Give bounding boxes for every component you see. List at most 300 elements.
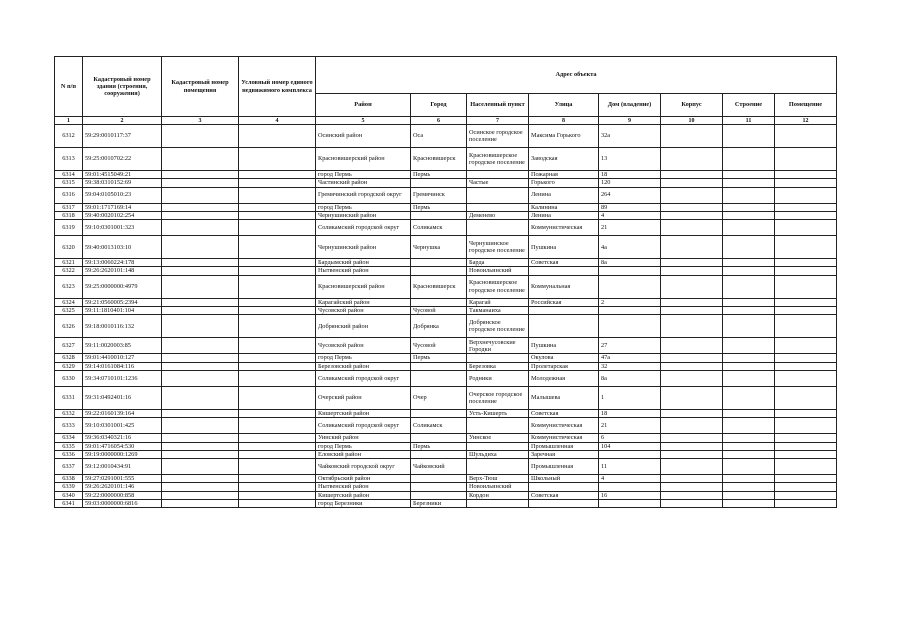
cell-cadastral-room [162,220,239,236]
cell-building [723,483,775,491]
cell-cadastral-room [162,386,239,409]
cell-conditional-number [239,434,316,442]
cell-house: 120 [599,179,661,187]
cell-cadastral-number: 59:04:0105010:23 [83,187,162,203]
cell-conditional-number [239,125,316,148]
cell-cadastral-number: 59:40:0020102:254 [83,211,162,219]
cell-settlement: Кордон [467,491,529,499]
cell-conditional-number [239,307,316,315]
cell-korpus [661,386,723,409]
cell-conditional-number [239,500,316,508]
cell-street: Советская [529,259,599,267]
cell-region: Соликамский городской округ [316,418,411,434]
cell-cadastral-room [162,434,239,442]
table-row [55,267,837,275]
table-row [55,483,837,491]
cell-region: Добрянский район [316,315,411,338]
cell-city [411,434,467,442]
cell-cadastral-room [162,491,239,499]
cell-building [723,307,775,315]
cell-cadastral-room [162,450,239,458]
cell-conditional-number [239,267,316,275]
cell-room [775,491,837,499]
cell-row-number: 6316 [55,187,83,203]
cell-row-number: 6330 [55,370,83,386]
cell-cadastral-room [162,483,239,491]
cell-cadastral-room [162,203,239,211]
cell-region: Красновишерский район [316,148,411,171]
cell-building [723,418,775,434]
cell-city: Гремячинск [411,187,467,203]
cell-region: город Пермь [316,203,411,211]
cell-room [775,203,837,211]
cell-cadastral-number: 59:10:0301001:323 [83,220,162,236]
cell-settlement: Очерское городское поселение [467,386,529,409]
cell-conditional-number [239,275,316,298]
cell-city: Красновишерск [411,148,467,171]
cell-korpus [661,298,723,306]
cell-city [411,491,467,499]
header-region: Район [316,94,411,117]
cell-region: Березовский район [316,362,411,370]
cell-cadastral-number: 59:34:0710101:1236 [83,370,162,386]
cell-row-number: 6317 [55,203,83,211]
cell-building [723,500,775,508]
cell-conditional-number [239,418,316,434]
cell-region: Чернушинский район [316,236,411,259]
header-room: Помещение [775,94,837,117]
cell-street: Коммунистическая [529,418,599,434]
cell-cadastral-room [162,362,239,370]
table-row [55,409,837,417]
cell-settlement: Карагай [467,298,529,306]
cell-region: город Пермь [316,354,411,362]
cell-cadastral-room [162,459,239,475]
cell-street: Заречная [529,450,599,458]
cell-row-number: 6340 [55,491,83,499]
cell-conditional-number [239,220,316,236]
cell-street: Ленина [529,211,599,219]
cell-row-number: 6320 [55,236,83,259]
cell-conditional-number [239,475,316,483]
cell-korpus [661,236,723,259]
cell-cadastral-room [162,442,239,450]
cell-row-number: 6326 [55,315,83,338]
cell-korpus [661,434,723,442]
cell-settlement: Деменево [467,211,529,219]
cell-street [529,500,599,508]
cell-region: Карагайский район [316,298,411,306]
cell-korpus [661,362,723,370]
cell-row-number: 6341 [55,500,83,508]
cell-korpus [661,491,723,499]
cell-house: 32а [599,125,661,148]
cell-house: 4 [599,211,661,219]
table-row [55,211,837,219]
table-row [55,386,837,409]
cell-building [723,187,775,203]
column-number: 7 [467,117,529,125]
cell-cadastral-number: 59:22:0000000:858 [83,491,162,499]
cell-room [775,187,837,203]
cell-conditional-number [239,370,316,386]
cell-street: Промышленная [529,459,599,475]
cell-building [723,259,775,267]
cell-conditional-number [239,315,316,338]
cell-building [723,211,775,219]
cell-region: Октябрьский район [316,475,411,483]
cell-cadastral-room [162,338,239,354]
cell-building [723,220,775,236]
cell-settlement: Такманаиха [467,307,529,315]
cell-building [723,491,775,499]
cell-room [775,362,837,370]
table-row [55,500,837,508]
cell-street: Коммунистическая [529,434,599,442]
cell-conditional-number [239,259,316,267]
table-row [55,179,837,187]
cell-region: Бардымский район [316,259,411,267]
cell-cadastral-number: 59:36:0340321:16 [83,434,162,442]
cell-cadastral-number: 59:25:0000000:4979 [83,275,162,298]
cell-korpus [661,483,723,491]
cell-region: город Пермь [316,442,411,450]
cell-row-number: 6323 [55,275,83,298]
cell-house [599,483,661,491]
cell-region: Нытвенский район [316,483,411,491]
cell-house: 1 [599,386,661,409]
cell-cadastral-room [162,475,239,483]
cell-room [775,434,837,442]
cell-cadastral-number: 59:26:2620101:146 [83,483,162,491]
table-row [55,442,837,450]
cell-cadastral-room [162,500,239,508]
cell-room [775,500,837,508]
cell-building [723,148,775,171]
cell-settlement [467,418,529,434]
cell-room [775,298,837,306]
cell-house: 32 [599,362,661,370]
cell-korpus [661,275,723,298]
cell-street [529,267,599,275]
cell-room [775,211,837,219]
cell-korpus [661,211,723,219]
cell-room [775,275,837,298]
cell-city: Соликамск [411,418,467,434]
cell-conditional-number [239,298,316,306]
cell-city: Пермь [411,442,467,450]
cell-street: Пушкина [529,338,599,354]
cell-street: Советская [529,409,599,417]
column-number: 9 [599,117,661,125]
cell-korpus [661,450,723,458]
cell-cadastral-room [162,307,239,315]
cell-room [775,442,837,450]
cell-korpus [661,459,723,475]
cell-street: Молодежная [529,370,599,386]
cell-room [775,307,837,315]
cell-city [411,298,467,306]
cell-house: 18 [599,409,661,417]
header-house: Дом (владение) [599,94,661,117]
header-settlement: Населенный пункт [467,94,529,117]
cell-settlement [467,203,529,211]
cell-conditional-number [239,354,316,362]
cell-settlement: Чернушинское городское поселение [467,236,529,259]
cell-row-number: 6321 [55,259,83,267]
cell-region: Соликамский городской округ [316,220,411,236]
cell-house: 8а [599,259,661,267]
cell-row-number: 6331 [55,386,83,409]
cell-korpus [661,475,723,483]
header-street: Улица [529,94,599,117]
cell-house: 27 [599,338,661,354]
cell-house [599,315,661,338]
cell-street: Российская [529,298,599,306]
cell-cadastral-number: 59:10:0301001:425 [83,418,162,434]
cell-row-number: 6325 [55,307,83,315]
cell-region: Уинский район [316,434,411,442]
cell-cadastral-number: 59:40:0013103:10 [83,236,162,259]
cell-cadastral-room [162,315,239,338]
cell-cadastral-number: 59:21:0560005:2394 [83,298,162,306]
cell-room [775,125,837,148]
cell-cadastral-number: 59:38:0310152:69 [83,179,162,187]
cell-city [411,259,467,267]
cell-conditional-number [239,171,316,179]
cell-cadastral-number: 59:12:0010434:91 [83,459,162,475]
cell-street [529,307,599,315]
cell-cadastral-number: 59:01:4410010:127 [83,354,162,362]
cell-house: 8а [599,370,661,386]
header-cadastral-building: Кадастровый номер здания (строения, сооружения) [83,57,162,117]
cell-korpus [661,338,723,354]
column-number: 12 [775,117,837,125]
cell-room [775,386,837,409]
cell-city: Добрянка [411,315,467,338]
cell-city: Пермь [411,171,467,179]
cell-row-number: 6327 [55,338,83,354]
cell-korpus [661,148,723,171]
cell-settlement: Новоильинский [467,267,529,275]
table-row [55,434,837,442]
cell-house: 18 [599,171,661,179]
cell-settlement [467,354,529,362]
cell-room [775,148,837,171]
cell-settlement: Уинское [467,434,529,442]
cell-house [599,275,661,298]
cell-korpus [661,315,723,338]
table-row [55,315,837,338]
cell-house: 104 [599,442,661,450]
cell-room [775,409,837,417]
cell-row-number: 6315 [55,179,83,187]
cell-cadastral-number: 59:13:0060224:178 [83,259,162,267]
cell-building [723,354,775,362]
cell-conditional-number [239,442,316,450]
header-building: Строение [723,94,775,117]
cell-city [411,267,467,275]
cell-building [723,179,775,187]
header-cadastral-room: Кадастровый номер помещения [162,57,239,117]
cell-city [411,475,467,483]
cell-street: Пролетарская [529,362,599,370]
cell-street: Промышленная [529,442,599,450]
table-row [55,475,837,483]
cell-korpus [661,418,723,434]
cell-settlement: Березовка [467,362,529,370]
cell-room [775,483,837,491]
cell-korpus [661,409,723,417]
cell-region: Нытвенский район [316,267,411,275]
cell-korpus [661,179,723,187]
cell-row-number: 6338 [55,475,83,483]
cell-cadastral-number: 59:11:0020003:85 [83,338,162,354]
cell-cadastral-room [162,409,239,417]
cell-conditional-number [239,148,316,171]
cell-building [723,450,775,458]
cell-settlement [467,442,529,450]
cell-street: Коммунальная [529,275,599,298]
cell-region: Гремячинский городской округ [316,187,411,203]
cell-settlement: Добрянское городское поселение [467,315,529,338]
cell-settlement: Частые [467,179,529,187]
cell-settlement: Красновишерское городское поселение [467,148,529,171]
cell-settlement [467,187,529,203]
cell-settlement [467,459,529,475]
cell-row-number: 6318 [55,211,83,219]
cell-conditional-number [239,483,316,491]
column-number: 6 [411,117,467,125]
cell-city: Чусовой [411,307,467,315]
cell-korpus [661,354,723,362]
cell-row-number: 6334 [55,434,83,442]
cell-cadastral-number: 59:03:0000000:6816 [83,500,162,508]
cell-city: Красновишерск [411,275,467,298]
cell-building [723,236,775,259]
column-number: 2 [83,117,162,125]
cell-row-number: 6313 [55,148,83,171]
column-number: 8 [529,117,599,125]
cell-room [775,315,837,338]
cell-house: 4 [599,475,661,483]
cell-row-number: 6339 [55,483,83,491]
cell-city [411,362,467,370]
cell-conditional-number [239,362,316,370]
cell-cadastral-room [162,354,239,362]
cell-house: 21 [599,220,661,236]
cell-building [723,386,775,409]
cell-room [775,338,837,354]
cell-house [599,500,661,508]
cell-region: Чернушинский район [316,211,411,219]
cell-region: Чайковский городской округ [316,459,411,475]
cell-region: Осинский район [316,125,411,148]
cell-settlement: Новоильинский [467,483,529,491]
cell-region: Частинский район [316,179,411,187]
cell-street: Заводская [529,148,599,171]
table-row [55,187,837,203]
cell-room [775,418,837,434]
cell-house [599,450,661,458]
cell-house: 4а [599,236,661,259]
header-city: Город [411,94,467,117]
cell-korpus [661,500,723,508]
cell-city [411,483,467,491]
cell-conditional-number [239,459,316,475]
cell-cadastral-room [162,267,239,275]
cell-conditional-number [239,203,316,211]
column-number: 10 [661,117,723,125]
cell-street: Советская [529,491,599,499]
cell-room [775,259,837,267]
header-number: N п/п [55,57,83,117]
cell-house: 13 [599,148,661,171]
cell-street: Ленина [529,187,599,203]
cell-row-number: 6312 [55,125,83,148]
column-number: 3 [162,117,239,125]
cell-street: Школьный [529,475,599,483]
table-row [55,298,837,306]
cell-row-number: 6337 [55,459,83,475]
cell-building [723,171,775,179]
cell-house: 21 [599,418,661,434]
cell-city [411,211,467,219]
cell-house: 6 [599,434,661,442]
cell-conditional-number [239,450,316,458]
cell-city: Чернушка [411,236,467,259]
cell-conditional-number [239,211,316,219]
cell-settlement: Красновишерское городское поселение [467,275,529,298]
table-row [55,307,837,315]
cell-row-number: 6335 [55,442,83,450]
cell-building [723,362,775,370]
cell-room [775,179,837,187]
column-number: 4 [239,117,316,125]
cell-row-number: 6322 [55,267,83,275]
cell-room [775,267,837,275]
cell-building [723,298,775,306]
cell-city: Березники [411,500,467,508]
cell-cadastral-number: 59:27:0291001:555 [83,475,162,483]
cell-room [775,171,837,179]
header-korpus: Корпус [661,94,723,117]
cell-region: Очерский район [316,386,411,409]
cell-street [529,483,599,491]
cell-cadastral-room [162,418,239,434]
cell-cadastral-room [162,370,239,386]
cell-row-number: 6336 [55,450,83,458]
cell-street: Коммунистическая [529,220,599,236]
cell-settlement [467,171,529,179]
cell-region: Еловский район [316,450,411,458]
cell-settlement: Родники [467,370,529,386]
cell-cadastral-number: 59:18:0010116:132 [83,315,162,338]
cell-city: Соликамск [411,220,467,236]
cell-room [775,450,837,458]
cell-cadastral-room [162,236,239,259]
cell-building [723,459,775,475]
cell-cadastral-number: 59:01:4515049:21 [83,171,162,179]
cell-conditional-number [239,236,316,259]
table-row [55,370,837,386]
cell-region: город Березники [316,500,411,508]
cell-city [411,370,467,386]
cell-row-number: 6324 [55,298,83,306]
table-row [55,418,837,434]
cell-settlement: Осинское городское поселение [467,125,529,148]
cell-street: Горького [529,179,599,187]
